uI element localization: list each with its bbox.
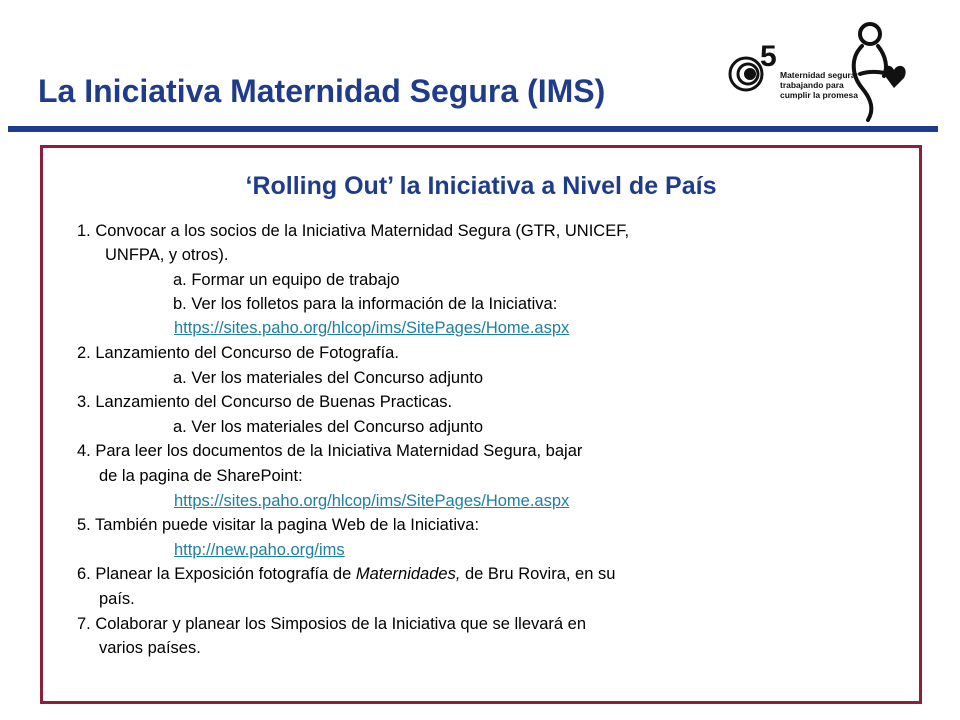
maternidad-segura-logo [722, 14, 922, 124]
heart-icon [884, 66, 906, 88]
list-item-6: 6. Planear la Exposición fotografía de Maternidades, de Bru Rovira, en su [77, 565, 616, 583]
list-item-2: 2. Lanzamiento del Concurso de Fotografía. [77, 344, 399, 362]
list-item-6-cont: país. [99, 590, 135, 608]
logo-text: Maternidad segura: trabajando para cumplir la promesa [780, 70, 859, 100]
list-item-3: 3. Lanzamiento del Concurso de Buenas Practicas. [77, 393, 453, 411]
list-item-4: 4. Para leer los documentos de la Iniciativa Maternidad Segura, bajar [77, 442, 583, 460]
list-item-7: 7. Colaborar y planear los Simposios de la Iniciativa que se llevará en [77, 615, 587, 633]
content-heading: ‘Rolling Out’ la Iniciativa a Nivel de País [245, 172, 717, 200]
list-item-7-cont: varios países. [99, 639, 201, 657]
swirl-icon [730, 58, 762, 90]
list-subitem-1b: b. Ver los folletos para la información de la Iniciativa: [173, 295, 558, 313]
website-link[interactable]: http://new.paho.org/ims [174, 541, 345, 559]
list-subitem-3a: a. Ver los materiales del Concurso adjunto [173, 418, 484, 436]
slide-title: La Iniciativa Maternidad Segura (IMS) [38, 73, 606, 109]
logo-number: 5 [760, 40, 777, 73]
list-item-1: 1. Convocar a los socios de la Iniciativa Maternidad Segura (GTR, UNICEF, [77, 222, 630, 240]
list-item-5: 5. También puede visitar la pagina Web de la Iniciativa: [77, 516, 480, 534]
content-frame [40, 145, 922, 704]
list-item-4-cont: de la pagina de SharePoint: [99, 467, 303, 485]
sharepoint-link-1[interactable]: https://sites.paho.org/hlcop/ims/SitePages/Home.aspx [174, 319, 570, 337]
sharepoint-link-2[interactable]: https://sites.paho.org/hlcop/ims/SitePages/Home.aspx [174, 492, 570, 510]
list-subitem-1a: a. Formar un equipo de trabajo [173, 271, 400, 289]
list-subitem-2a: a. Ver los materiales del Concurso adjunto [173, 369, 484, 387]
list-item-1-cont: UNFPA, y otros). [105, 246, 229, 264]
title-divider [8, 126, 938, 132]
